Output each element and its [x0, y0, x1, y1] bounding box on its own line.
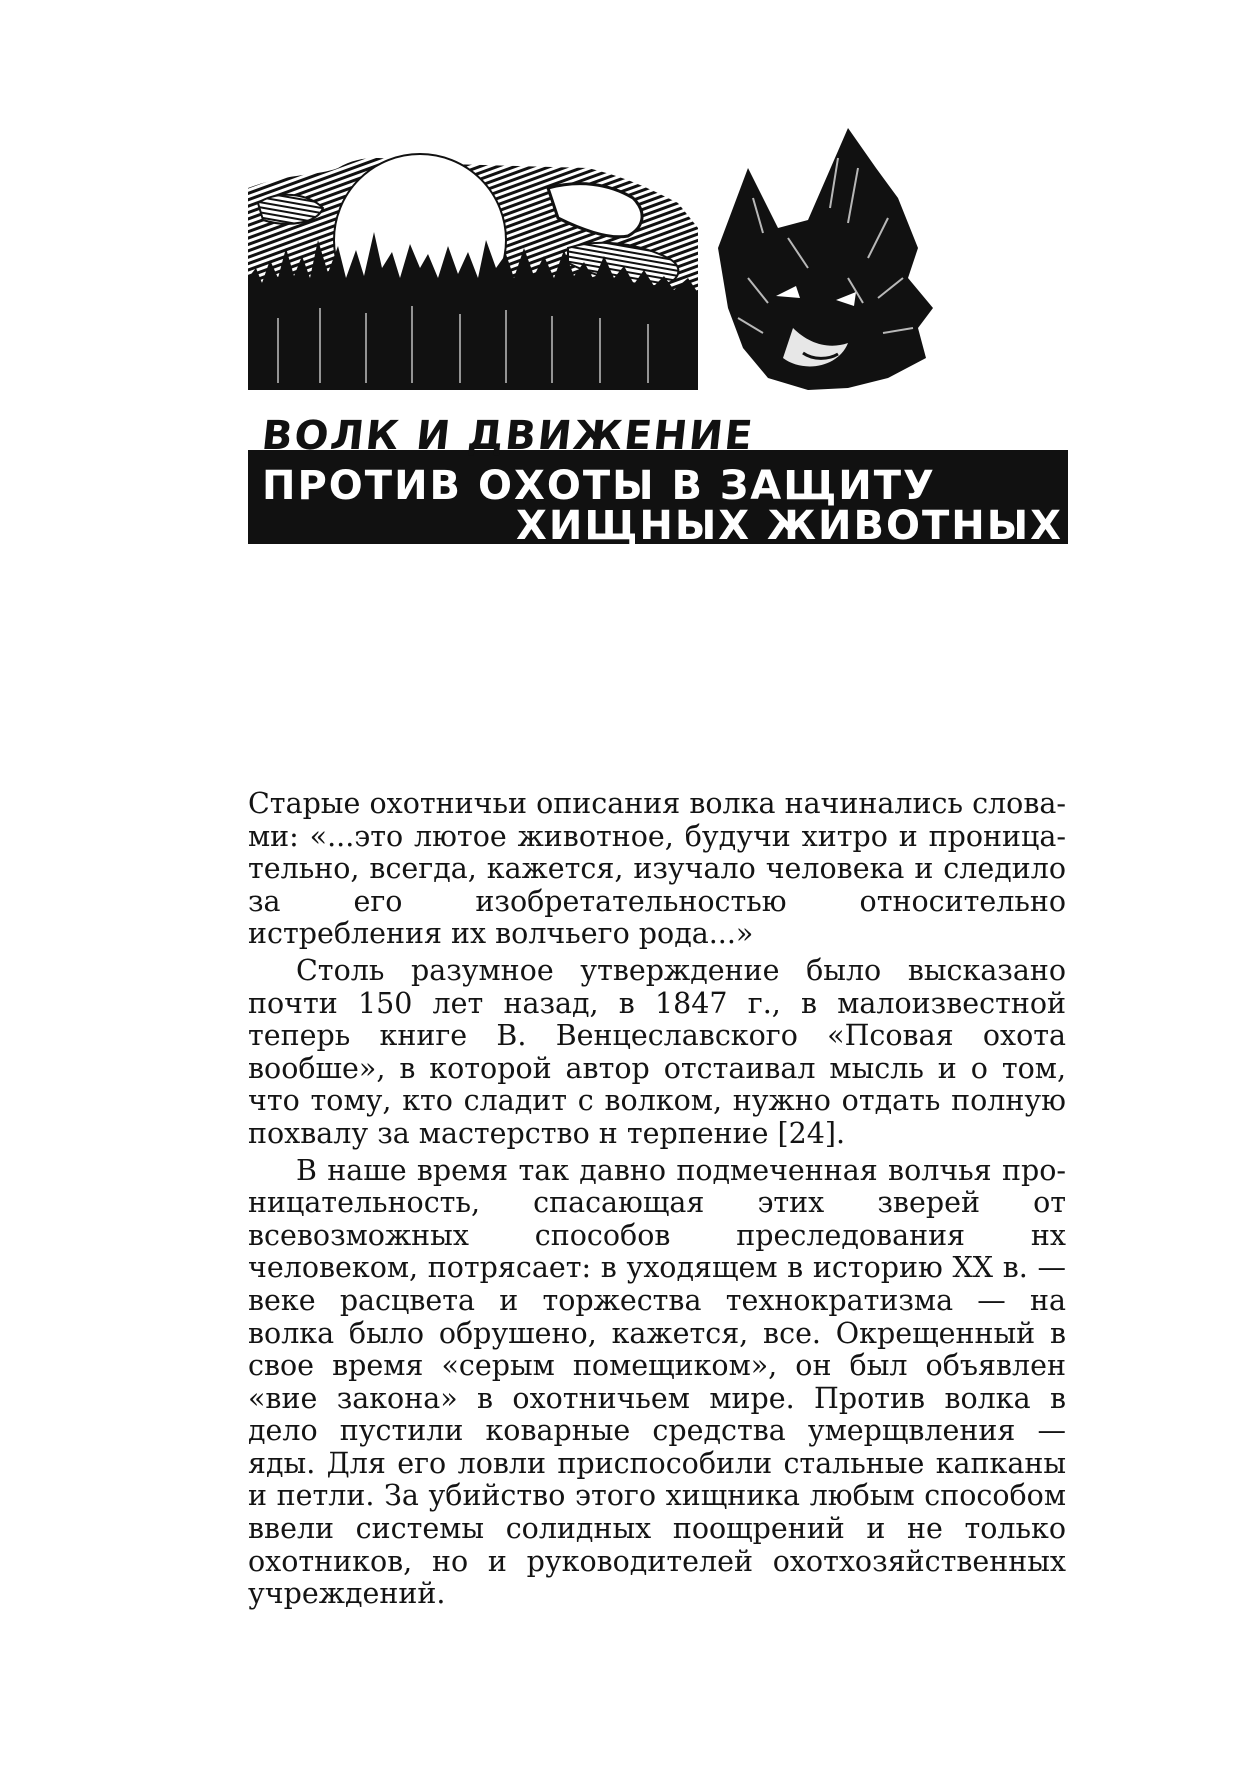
- body-text: [248, 788, 1066, 1615]
- chapter-title-line-3: ХИЩНЫХ ЖИВОТНЫХ: [516, 503, 1064, 549]
- chapter-title-line-2: ПРОТИВ ОХОТЫ В ЗАЩИТУ: [262, 463, 936, 509]
- paragraph: В наше время так давно подмеченная волчья проницательность, спасающая этих зверей от всевозможных способов преследования нх человеком, потрясает: в уходящем в историю XX в. — веке расцвета и торжества технократизма — на волка было обрушено, кажется, все. Окрещенный в свое время «серым помещиком», он был объявлен «вие закона» в охотничьем мире. Против волка в дело пустили коварные средства умерщвления — яды. Для его ловли приспособили стальные капканы и петли. За убийство этого хищника любым способом ввели системы солидных поощрений и не только охотников, но и руководителей охотхозяйственных учреждений.: [248, 1153, 1066, 1611]
- chapter-title-line-1: ВОЛК И ДВИЖЕНИЕ: [259, 413, 757, 459]
- chapter-header: [248, 128, 1068, 548]
- paragraph: Столь разумное утверждение было высказано почти 150 лет назад, в 1847 г., в малоизвестной теперь книге В. Венцеславского «Псовая охота вообше», в которой автор отстаивал мысль и о том, что тому, кто сладит с волком, нужно отдать полную похвалу за мастерство н терпение [24].: [248, 953, 1066, 1150]
- paragraph: Старые охотничьи описания волка начинались словами: «...это лютое животное, будучи хитро и проницательно, всегда, кажется, изучало человека и следило за его изобретательностью относительно истребления их волчьего рода...»: [248, 787, 1066, 951]
